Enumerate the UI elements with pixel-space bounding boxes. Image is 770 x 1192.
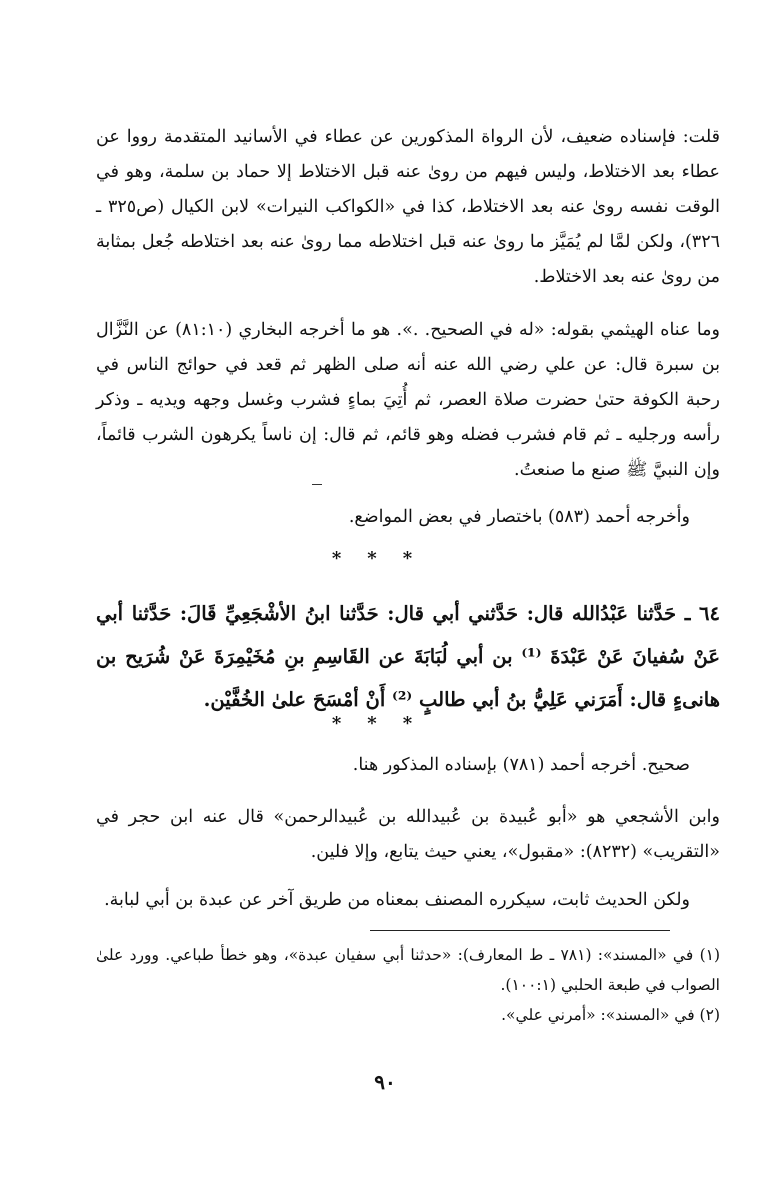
commentary-text: وما عناه الهيثمي بقوله: «له في الصحيح. .». هو ما أخرجه البخاري (٨١:١٠) عن النَّزَّال بن سبرة قال: عن علي رضي الله عنه أنه صلى الظهر ثم قعد في حوائج الناس في رحبة الكوفة حتىٰ حضرت صلاة العصر، ثم أُتِيَ بماءٍ فشرب وغسل وجهه ويديه ـ وذكر رأسه ورجليه ـ ثم قام فشرب فضله وهو قائم، ثم قال: إن ناساً يكرهون الشرب قائماً، وإن النبيَّ ﷺ صنع ما صنعتُ. (96, 320, 720, 480)
footnote-2: (٢) في «المسند»: «أمرني علي». (501, 1006, 720, 1024)
paragraph-4 (96, 748, 720, 783)
star-glyph: * (402, 548, 439, 569)
star-glyph: * (367, 548, 403, 569)
footnotes (96, 940, 720, 1030)
paragraph-3 (96, 500, 720, 535)
commentary-text: قلت: فإسناده ضعيف، لأن الرواة المذكورين عن عطاء في الأسانيد المتقدمة رووا عن عطاء بعد الاختلاط، وليس فيهم من روىٰ عنه قبل الاختلاط إلا حماد بن سلمة، وهو في الوقت نفسه روىٰ عنه بعد الاختلاط، كذا في «الكواكب النيرات» لابن الكيال (ص٣٢٥ ـ ٣٢٦)، ولكن لمَّا لم يُمَيَّز ما روىٰ عنه قبل اختلاطه مما روىٰ عنه بعد اختلاطه جُعل بمثابة من روىٰ عنه بعد الاختلاط. (96, 127, 720, 287)
star-glyph: * (331, 713, 368, 734)
paragraph-2 (96, 313, 720, 488)
commentary-text: صحيح. أخرجه أحمد (٧٨١) بإسناده المذكور هنا. (352, 755, 690, 775)
commentary-text: وأخرجه أحمد (٥٨٣) باختصار في بعض المواضع. (348, 507, 690, 527)
paragraph-1 (96, 120, 720, 295)
decorative-dash (312, 484, 322, 485)
star-glyph: * (367, 713, 403, 734)
separator-stars (0, 548, 770, 569)
star-glyph: * (402, 713, 439, 734)
hadith-block (96, 592, 720, 721)
footnote-1: (١) في «المسند»: (٧٨١ ـ ط المعارف): «حدثنا أبي سفيان عبدة»، وهو خطأ طباعي. وورد علىٰ الصواب في طبعة الحلبي (١٠٠:١). (96, 946, 721, 994)
commentary-text: وابن الأشجعي هو «أبو عُبيدة بن عُبيدالله بن عُبيدالرحمن» قال عنه ابن حجر في «التقريب» (٨٢٣٢): «مقبول»، يعني حيث يتابع، وإلا فلين. (96, 807, 720, 862)
page-number: ٩٠ (374, 1070, 396, 1094)
separator-stars (0, 713, 770, 734)
footnote-divider (370, 930, 670, 931)
paragraph-6 (96, 883, 720, 918)
paragraph-5 (96, 800, 720, 870)
star-glyph: * (331, 548, 368, 569)
commentary-text: ولكن الحديث ثابت، سيكرره المصنف بمعناه من طريق آخر عن عبدة بن أبي لبابة. (104, 890, 690, 910)
hadith-text: ٦٤ ـ حَدَّثنا عَبْدُالله قال: حَدَّثني أبي قال: حَدَّثنا ابنُ الأشْجَعِيِّ قَالَ: حَدَّثنا أبي عَنْ سُفيانَ عَنْ عَبْدَةَ ⁽¹⁾ بن أبي لُبَابَةَ عن القَاسِمِ بنِ مُخَيْمِرَةَ عَنْ شُرَيح بن هانىءٍ قال: أَمَرَني عَلِيُّ بنُ أبي طالبٍ ⁽²⁾ أَنْ أمْسَحَ علىٰ الخُفَّيْن. (96, 602, 720, 711)
